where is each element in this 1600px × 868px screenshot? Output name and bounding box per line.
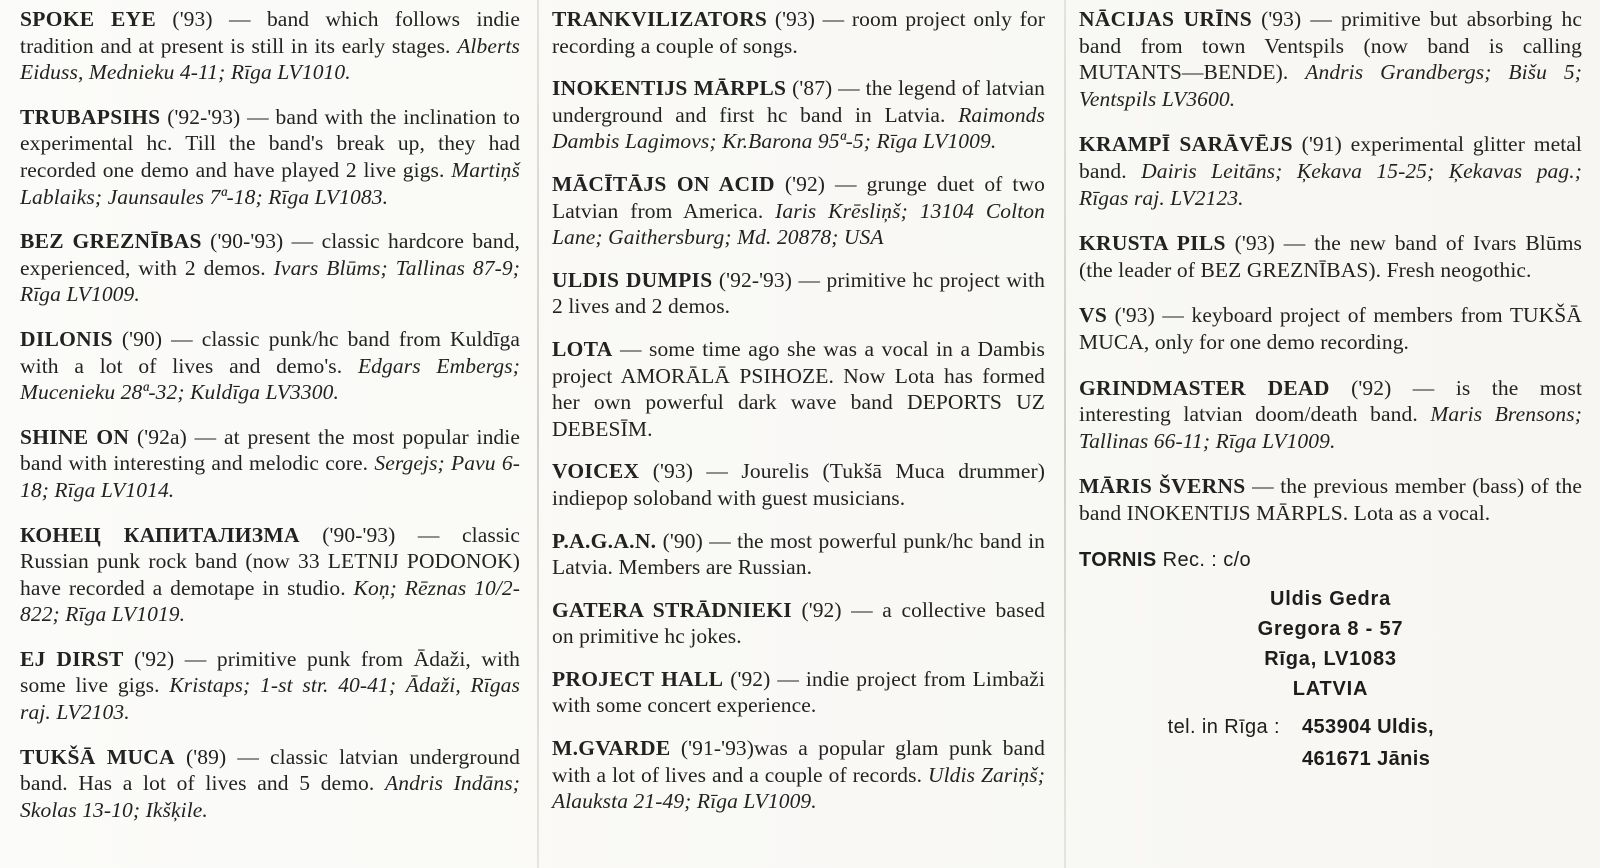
band-name: P.A.G.A.N. bbox=[552, 528, 657, 553]
band-years: ('93) bbox=[639, 459, 693, 484]
band-entry bbox=[552, 666, 1045, 719]
band-description: — some time ago she was a vocal in a Dambis project AMORĀLĀ PSIHOZE. Now Lota has formed her own powerful dark wave band DEPORTS UZ DEBESĪM. bbox=[552, 336, 1045, 441]
band-name: LOTA bbox=[552, 336, 613, 361]
band-name: KRAMPĪ SARĀVĒJS bbox=[1079, 132, 1293, 157]
band-description: — indie project from Limbaži with some concert experience. bbox=[552, 666, 1046, 718]
band-entry bbox=[20, 228, 520, 308]
band-name: NĀCIJAS URĪNS bbox=[1079, 7, 1252, 31]
column-3 bbox=[1065, 0, 1600, 868]
band-years: ('92-'93) bbox=[160, 104, 241, 129]
contact-country: LATVIA bbox=[1292, 677, 1369, 700]
band-years: ('91) bbox=[1292, 132, 1342, 157]
column-2 bbox=[538, 0, 1065, 868]
band-years: ('91-'93) bbox=[670, 736, 755, 761]
band-entry bbox=[552, 458, 1045, 511]
band-address: Dairis Leitāns; Ķekava 15-25; Ķekavas pag.; Rīgas raj. LV2123. bbox=[1079, 158, 1582, 210]
band-years: ('92-'93) bbox=[712, 267, 793, 292]
band-description: — room project only for recording a couple of songs. bbox=[552, 7, 1045, 58]
band-name: BEZ GREZNĪBAS bbox=[20, 229, 202, 254]
band-description: — classic hardcore band, experienced, with 2 demos. bbox=[20, 229, 520, 280]
band-address: Ivars Blūms; Tallinas 87-9; Rīga LV1009. bbox=[20, 255, 521, 307]
band-description: was a popular glam punk band with a lot of lives and a couple of records. bbox=[552, 736, 1045, 787]
band-name: KRUSTA PILS bbox=[1079, 231, 1226, 256]
label-rec: Rec. : c/o bbox=[1162, 548, 1252, 571]
band-years: ('93) bbox=[1225, 231, 1275, 256]
band-years: ('90) bbox=[656, 528, 703, 553]
contact-name: Uldis Gedra bbox=[1269, 587, 1392, 610]
band-years: ('93) bbox=[1107, 303, 1155, 328]
band-description: — the new band of Ivars Blūms (the leader of BEZ GREZNĪBAS). Fresh neogothic. bbox=[1079, 231, 1583, 282]
band-name: SPOKE EYE bbox=[20, 7, 157, 31]
band-entry bbox=[552, 735, 1045, 815]
column-3-entries bbox=[1079, 6, 1582, 527]
band-name: VOICEX bbox=[552, 459, 640, 484]
band-name: VS bbox=[1079, 303, 1108, 328]
band-entry bbox=[552, 267, 1045, 320]
band-years: ('89) bbox=[174, 744, 227, 769]
band-description: — classic Russian punk rock band (now 33 LETNIJ PODONOK) have recorded a demotape in studio. bbox=[20, 522, 521, 600]
band-name: TUKŠĀ MUCA bbox=[20, 744, 175, 769]
band-years: ('93) bbox=[1251, 7, 1302, 31]
band-entry bbox=[1079, 131, 1582, 211]
band-address: Uldis Zariņš; Alauksta 21-49; Rīga LV1009. bbox=[552, 762, 1046, 814]
band-address: Andris Indāns; Skolas 13-10; Ikšķile. bbox=[20, 771, 520, 822]
band-entry bbox=[20, 424, 520, 504]
band-years: ('90-'93) bbox=[201, 229, 284, 254]
band-description: — the legend of latvian underground and first hc band in Latvia. bbox=[552, 76, 1046, 127]
telephone-numbers bbox=[1294, 712, 1434, 776]
telephone-number: 461671 Jānis bbox=[1302, 747, 1431, 770]
band-address: Sergejs; Pavu 6-18; Rīga LV1014. bbox=[20, 451, 520, 502]
band-years: ('93) bbox=[156, 7, 213, 31]
band-description: — the previous member (bass) of the band INOKENTIJS MĀRPLS. Lota as a vocal. bbox=[1079, 474, 1582, 525]
band-address: Kristaps; 1-st str. 40-41; Ādaži, Rīgas raj. LV2103. bbox=[20, 673, 520, 725]
band-years: ('92) bbox=[723, 666, 771, 691]
band-entry bbox=[20, 522, 520, 628]
band-address: Maris Brensons; Tallinas 66-11; Rīga LV1009. bbox=[1079, 402, 1582, 453]
band-description: — band with the inclination to experimental hc. Till the band's break up, they had recorded one demo and have played 2 live gigs. bbox=[20, 104, 520, 182]
band-address: Andris Grandbergs; Bišu 5; Ventspils LV3600. bbox=[1079, 60, 1582, 111]
band-description: — primitive punk from Ādaži, with some live gigs. bbox=[20, 646, 521, 698]
band-address: Edgars Embergs; Mucenieku 28ª-32; Kuldīga LV3300. bbox=[20, 353, 520, 405]
band-years: ('92) bbox=[1329, 375, 1392, 400]
band-description: — grunge duet of two Latvian from America. bbox=[552, 171, 1045, 223]
band-description: — a collective based on primitive hc jokes. bbox=[552, 597, 1045, 649]
band-description: — the most powerful punk/hc band in Latvia. Members are Russian. bbox=[552, 528, 1046, 580]
band-entry bbox=[552, 6, 1045, 59]
band-name: DILONIS bbox=[20, 326, 113, 351]
band-description: — primitive hc project with 2 lives and 2 demos. bbox=[552, 267, 1045, 319]
telephone-label: tel. in Rīga : bbox=[1167, 715, 1280, 738]
band-description: — classic punk/hc band from Kuldīga with a lot of lives and demo's. bbox=[20, 326, 520, 378]
contact-street: Gregora 8 - 57 bbox=[1257, 617, 1404, 640]
band-name: TRANKVILIZATORS bbox=[552, 7, 768, 31]
band-entry bbox=[20, 646, 520, 726]
column-1 bbox=[0, 0, 538, 868]
band-entry bbox=[20, 104, 520, 210]
band-entry bbox=[20, 744, 520, 824]
band-years: ('87) bbox=[786, 76, 833, 101]
band-years: ('90) bbox=[112, 326, 163, 351]
band-name: MĀCĪTĀJS ON ACID bbox=[552, 171, 775, 196]
band-years: ('93) bbox=[767, 7, 816, 31]
band-name: INOKENTIJS MĀRPLS bbox=[552, 76, 787, 101]
band-name: TRUBAPSIHS bbox=[20, 104, 161, 129]
band-entry bbox=[552, 75, 1045, 155]
band-entry bbox=[552, 336, 1045, 442]
band-address: Alberts Eiduss, Mednieku 4-11; Rīga LV1010. bbox=[20, 33, 520, 85]
band-entry bbox=[552, 528, 1045, 581]
band-description: — is the most interesting latvian doom/death band. bbox=[1079, 375, 1583, 427]
band-name: MĀRIS ŠVERNS bbox=[1079, 474, 1246, 499]
band-entry bbox=[20, 6, 520, 86]
band-years: ('92) bbox=[791, 597, 842, 622]
band-years: ('92a) bbox=[129, 424, 187, 449]
band-name: SHINE ON bbox=[20, 424, 130, 449]
band-address: Koņ; Rēznas 10/2-822; Rīga LV1019. bbox=[20, 575, 520, 627]
telephone-number: 453904 Uldis, bbox=[1302, 715, 1434, 738]
band-name: M.GVARDE bbox=[552, 736, 671, 761]
telephone-block bbox=[1079, 712, 1582, 776]
label-name: TORNIS bbox=[1079, 548, 1157, 571]
label-contact-heading bbox=[1079, 549, 1582, 572]
contact-city: Rīga, LV1083 bbox=[1264, 647, 1397, 670]
band-entry bbox=[1079, 473, 1582, 526]
band-address: Raimonds Dambis Lagimovs; Kr.Barona 95ª-5; Rīga LV1009. bbox=[552, 102, 1045, 154]
band-address: Martiņš Lablaiks; Jaunsaules 7ª-18; Rīga LV1083. bbox=[20, 157, 520, 209]
band-entry bbox=[1079, 375, 1582, 455]
band-name: ULDIS DUMPIS bbox=[552, 267, 713, 292]
band-years: ('92) bbox=[123, 646, 175, 671]
band-description: — at present the most popular indie band with interesting and melodic core. bbox=[20, 424, 520, 476]
band-description: — band which follows indie tradition and at present is still in its early stages. bbox=[20, 7, 520, 58]
band-address: Iaris Krēsliņš; 13104 Colton Lane; Gaithersburg; Md. 20878; USA bbox=[552, 198, 1045, 250]
band-description: — keyboard project of members from TUKŠĀ MUCA, only for one demo recording. bbox=[1079, 303, 1582, 354]
band-description: — Jourelis (Tukšā Muca drummer) indiepop soloband with guest musicians. bbox=[552, 459, 1045, 510]
band-name: GRINDMASTER DEAD bbox=[1079, 375, 1330, 400]
band-entry bbox=[1079, 230, 1582, 283]
band-entry bbox=[552, 171, 1045, 251]
band-description: — primitive but absorbing hc band from town Ventspils (now band is calling MUTANTS—BENDE). bbox=[1079, 7, 1583, 85]
band-name: EJ DIRST bbox=[20, 646, 124, 671]
band-entry bbox=[1079, 6, 1582, 112]
band-years: ('92) bbox=[774, 171, 826, 196]
band-name: КОНЕЦ КАПИТАЛИЗМА bbox=[20, 522, 300, 547]
band-description: experimental glitter metal band. bbox=[1079, 132, 1583, 183]
band-entry bbox=[552, 597, 1045, 650]
band-years: ('90-'93) bbox=[299, 522, 396, 547]
band-entry bbox=[20, 326, 520, 406]
band-description: — classic latvian underground band. Has a lot of lives and 5 demo. bbox=[20, 744, 521, 796]
band-entry bbox=[1079, 302, 1582, 355]
band-name: GATERA STRĀDNIEKI bbox=[552, 597, 792, 622]
band-name: PROJECT HALL bbox=[552, 666, 724, 691]
